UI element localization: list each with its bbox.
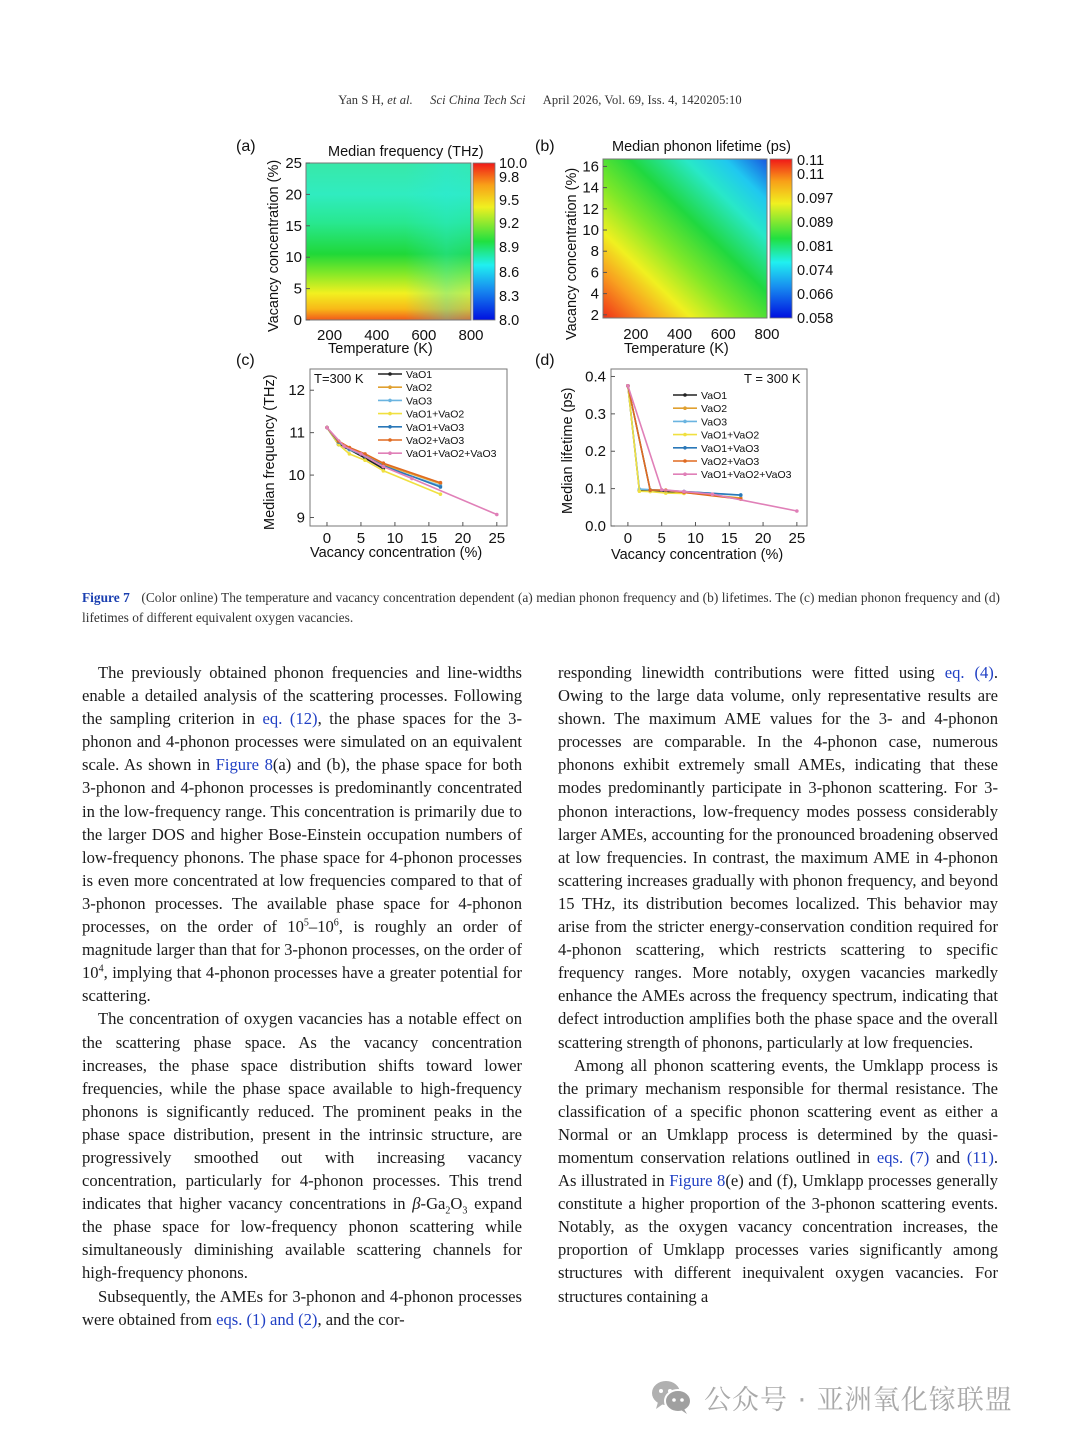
x-tick-label: 400 bbox=[364, 327, 390, 344]
paragraph bbox=[82, 661, 522, 1007]
y-tick-label: 16 bbox=[582, 158, 599, 176]
data-point bbox=[495, 513, 499, 517]
x-tick-label: 10 bbox=[687, 530, 704, 547]
text-run: . As illustrated in bbox=[558, 1147, 999, 1191]
text-run: , the phase spaces for the 3-phonon and 4-phonon processes were simulated on an equivalent scale. As shown in bbox=[82, 709, 522, 775]
data-point bbox=[711, 492, 715, 496]
y-tick-label: 0.2 bbox=[585, 443, 606, 461]
colorbar-tick-label: 0.058 bbox=[797, 311, 834, 327]
body-column-left bbox=[82, 661, 522, 1331]
x-tick-label: 800 bbox=[458, 327, 484, 344]
colorbar-tick-label: 0.11 bbox=[797, 167, 825, 183]
data-point bbox=[648, 488, 652, 492]
colorbar-tick-label: 0.066 bbox=[797, 287, 834, 303]
legend-entry: VaO2 bbox=[701, 403, 728, 416]
x-tick-label: 10 bbox=[386, 530, 404, 547]
panel-b-ylabel: Vacancy concentration (%) bbox=[564, 167, 580, 340]
colorbar-tick-label: 10.0 bbox=[499, 156, 528, 172]
figure-7 bbox=[230, 132, 860, 572]
panel-d-annotation: T = 300 K bbox=[744, 371, 801, 386]
text-run: 4 bbox=[98, 963, 104, 975]
panel-b-colorbar bbox=[770, 159, 792, 318]
text-run: O bbox=[450, 1194, 463, 1214]
cross-reference-link[interactable]: Figure 8 bbox=[669, 1171, 726, 1191]
wechat-icon bbox=[650, 1379, 694, 1415]
text-run: The concentration of oxygen vacancies has a notable effect on the scattering phase space. As the vacancy concentration increases, the phase space distribution shifts toward lower frequencies, while the phase space available to high-frequency phonons is significantly reduced. The prominent peaks in the phase space distribution, present in the intrinsic structure, are progressively smoothed out with increasing vacancy concentration, particularly for 4-phonon processes. This trend indicates that higher vacancy concentrations in bbox=[82, 1009, 522, 1214]
cross-reference-link[interactable]: eqs. (7) bbox=[876, 1147, 930, 1167]
colorbar-tick-label: 8.0 bbox=[499, 313, 520, 329]
legend-entry: VaO1+VaO3 bbox=[701, 442, 760, 455]
legend-entry: VaO2+VaO3 bbox=[406, 435, 465, 447]
cross-reference-link[interactable]: (11) bbox=[966, 1147, 994, 1167]
data-point bbox=[382, 461, 386, 465]
y-tick-label: 10 bbox=[285, 249, 302, 267]
y-tick-label: 10 bbox=[288, 467, 305, 485]
x-tick-label: 5 bbox=[356, 530, 366, 547]
panel-label-d: (d) bbox=[535, 352, 555, 369]
panel-c-ylabel: Median frequency (THz) bbox=[262, 374, 278, 530]
x-tick-label: 600 bbox=[710, 326, 736, 343]
legend-entry: VaO1+VaO2+VaO3 bbox=[701, 469, 792, 482]
x-tick-label: 200 bbox=[317, 327, 343, 344]
paragraph bbox=[558, 1054, 998, 1308]
legend-entry: VaO1+VaO2 bbox=[701, 429, 760, 442]
panel-a-ylabel: Vacancy concentration (%) bbox=[266, 159, 282, 332]
x-tick-label: 15 bbox=[420, 530, 438, 547]
panel-label-a: (a) bbox=[236, 138, 256, 155]
data-point bbox=[739, 493, 743, 497]
y-tick-label: 0 bbox=[293, 312, 302, 329]
x-tick-label: 20 bbox=[454, 530, 472, 547]
data-point bbox=[638, 489, 642, 493]
legend-entry: VaO3 bbox=[701, 416, 728, 429]
colorbar-tick-label: 8.6 bbox=[499, 265, 520, 281]
data-point bbox=[348, 452, 352, 456]
figure-label: Figure 7 bbox=[82, 590, 130, 605]
panel-b-title: Median phonon lifetime (ps) bbox=[612, 139, 791, 155]
cross-reference-link[interactable]: eqs. (1) and (2) bbox=[216, 1309, 318, 1329]
issue-info: April 2026, Vol. 69, Iss. 4, 1420205:10 bbox=[542, 93, 742, 107]
x-tick-label: 200 bbox=[623, 326, 649, 343]
y-tick-label: 2 bbox=[590, 306, 599, 324]
text-run: Subsequently, the AMEs for 3-phonon and 4-phonon processes were obtained from bbox=[82, 1286, 522, 1329]
data-point bbox=[410, 477, 414, 481]
text-run: β bbox=[412, 1194, 421, 1214]
panel-b-xlabel: Temperature (K) bbox=[624, 341, 729, 357]
y-tick-label: 25 bbox=[285, 155, 302, 172]
text-run: –10 bbox=[308, 917, 334, 937]
data-point bbox=[795, 509, 799, 513]
paragraph bbox=[558, 661, 998, 1054]
y-tick-label: 0.3 bbox=[585, 405, 606, 423]
legend-entry: VaO1 bbox=[701, 390, 728, 402]
x-tick-label: 0 bbox=[623, 530, 633, 547]
panel-a-xlabel: Temperature (K) bbox=[328, 341, 433, 357]
x-tick-label: 5 bbox=[657, 530, 666, 547]
cross-reference-link[interactable]: eq. (12) bbox=[262, 709, 318, 729]
text-run: 3 bbox=[462, 1205, 468, 1217]
y-tick-label: 8 bbox=[590, 243, 599, 261]
data-point bbox=[660, 488, 664, 492]
y-tick-label: 15 bbox=[285, 217, 302, 235]
figure-caption bbox=[82, 588, 1000, 627]
cross-reference-link[interactable]: Figure 8 bbox=[215, 755, 273, 775]
legend-entry: VaO1+VaO2 bbox=[406, 408, 465, 421]
panel-label-b: (b) bbox=[535, 138, 555, 155]
colorbar-tick-label: 8.3 bbox=[499, 289, 520, 305]
text-run: Among all phonon scattering events, the Umklapp process is the primary mechanism responsible for thermal resistance. The classification of a specific phonon scattering event as either a Normal or an Umklapp process is determined by the quasi-momentum conservation relations outlined in bbox=[558, 1055, 998, 1167]
x-tick-label: 25 bbox=[488, 530, 506, 547]
text-run: , and the cor- bbox=[317, 1309, 405, 1329]
text-run: , is roughly an order of magnitude larger than that for 3-phonon processes, on the order of 10 bbox=[82, 917, 522, 983]
x-tick-label: 600 bbox=[411, 327, 437, 344]
text-run: . Owing to the large data volume, only representative results are shown. The maximum AME values for the 3- and 4-phonon processes are comparable. In the 4-phonon case, numerous phonons exhibit extremely small AMEs, indicating that these modes predominantly participate in 3-phonon scattering. For 3-phonon interactions, low-frequency modes possess considerably larger AMEs, accounting for the pronounced broadening observed at low frequencies. In contrast, the maximum AME in 4-phonon scattering increases gradually with phonon frequency, and beyond 15 THz, its distribution becomes localized. This behavior may arise from the stricter energy-conservation condition required for 4-phonon scattering, which restricts scattering to specific frequency ranges. More notably, oxygen vacancies markedly enhance the AMEs across the frequency spectrum, indicating that defect introduction amplifies both the phase space and the overall scattering strength of phonons, particularly at low frequencies. bbox=[558, 663, 998, 1052]
colorbar-tick-label: 9.8 bbox=[499, 170, 520, 186]
y-tick-label: 6 bbox=[590, 264, 599, 282]
text-run: 6 bbox=[333, 917, 339, 929]
data-point bbox=[439, 492, 443, 496]
y-tick-label: 0.0 bbox=[585, 518, 606, 535]
text-run: (a) and (b), the phase space for both 3-phonon and 4-phonon processes is predominantly concentrated in the low-frequency range. This concentration is primarily due to the larger DOS and higher Bose-Einstein occupation numbers of low-frequency phonons. The phase space for 4-phonon processes is even more concentrated at low frequencies compared to that of 3-phonon processes. The available phase space for 4-phonon processes, on the order of 10 bbox=[82, 755, 522, 937]
data-point bbox=[325, 426, 329, 430]
panel-d-ylabel: Median lifetime (ps) bbox=[560, 387, 576, 514]
text-run: The previously obtained phonon frequencies and line-widths enable a detailed analysis of the scattering processes. Following the sampling criterion in bbox=[82, 663, 522, 729]
text-run: and bbox=[929, 1147, 967, 1167]
watermark-text: 公众号 · 亚洲氧化镓联盟 bbox=[704, 1384, 1013, 1416]
text-run: -Ga bbox=[420, 1194, 446, 1214]
x-tick-label: 400 bbox=[667, 326, 693, 343]
panel-c-annotation: T=300 K bbox=[314, 371, 364, 386]
x-tick-label: 20 bbox=[754, 530, 772, 547]
x-tick-label: 15 bbox=[720, 530, 738, 547]
text-run: (e) and (f), Umklapp processes generally constitute a higher proportion of the 3-phonon scattering events. Notably, as the oxygen vacancy concentration increases, the proportion of Umklapp processes varies significantly among structures with different inequivalent oxygen vacancies. For structures containing a bbox=[558, 1171, 998, 1306]
panel-label-c: (c) bbox=[236, 352, 255, 369]
legend-entry: VaO1+VaO2+VaO3 bbox=[406, 448, 497, 461]
x-tick-label: 25 bbox=[788, 530, 806, 547]
data-point bbox=[359, 452, 363, 456]
legend-entry: VaO2 bbox=[406, 382, 433, 395]
data-point bbox=[382, 469, 386, 473]
text-run: responding linewidth contributions were fitted using bbox=[558, 663, 945, 682]
paragraph bbox=[82, 1285, 522, 1331]
colorbar-tick-label: 8.9 bbox=[499, 240, 520, 256]
data-point bbox=[382, 465, 386, 469]
y-tick-label: 0.4 bbox=[585, 368, 606, 386]
text-run: , implying that 4-phonon processes have a greater potential for scattering. bbox=[82, 963, 522, 1006]
data-point bbox=[439, 481, 443, 485]
colorbar-tick-label: 9.5 bbox=[499, 193, 520, 209]
colorbar-tick-label: 0.081 bbox=[797, 239, 834, 255]
authors: Yan S H, et al. bbox=[338, 93, 413, 107]
text-run: 2 bbox=[445, 1205, 451, 1217]
y-tick-label: 12 bbox=[288, 382, 305, 400]
y-tick-label: 0.1 bbox=[585, 480, 606, 498]
colorbar-tick-label: 9.2 bbox=[499, 216, 520, 232]
data-point bbox=[342, 444, 346, 448]
panel-a-colorbar bbox=[473, 163, 495, 320]
caption-text: (Color online) The temperature and vacancy concentration dependent (a) median phonon frequency and (b) lifetimes. The (c) median phonon frequency and (d) lifetimes of different equivalent oxygen vacancies. bbox=[82, 590, 1000, 625]
colorbar-tick-label: 0.11 bbox=[797, 153, 825, 169]
cross-reference-link[interactable]: eq. (4) bbox=[944, 663, 994, 682]
panel-d-xlabel: Vacancy concentration (%) bbox=[611, 547, 784, 563]
y-tick-label: 14 bbox=[582, 179, 599, 197]
figure-panels bbox=[230, 132, 860, 572]
x-tick-label: 800 bbox=[754, 326, 780, 343]
watermark bbox=[650, 1377, 1013, 1417]
colorbar-tick-label: 0.074 bbox=[797, 263, 834, 279]
running-head bbox=[0, 93, 1080, 108]
y-tick-label: 12 bbox=[582, 200, 599, 218]
y-tick-label: 4 bbox=[590, 285, 599, 303]
journal-name: Sci China Tech Sci bbox=[430, 93, 526, 107]
y-tick-label: 20 bbox=[285, 186, 302, 204]
y-tick-label: 5 bbox=[293, 280, 302, 298]
x-tick-label: 0 bbox=[322, 530, 332, 547]
data-point bbox=[439, 485, 443, 489]
y-tick-label: 9 bbox=[296, 509, 305, 527]
panel-c-xlabel: Vacancy concentration (%) bbox=[310, 545, 483, 561]
panel-b-heatmap bbox=[603, 159, 767, 318]
colorbar-tick-label: 0.089 bbox=[797, 215, 834, 231]
panel-a-title: Median frequency (THz) bbox=[328, 144, 484, 160]
y-tick-label: 11 bbox=[289, 424, 305, 442]
legend-entry: VaO1+VaO3 bbox=[406, 421, 465, 434]
text-run: expand the phase space for low-frequency phonon scattering while simultaneously diminishing available scattering channels for high-frequency phonons. bbox=[82, 1194, 522, 1283]
data-point bbox=[363, 458, 367, 462]
paragraph bbox=[82, 1007, 522, 1284]
y-tick-label: 10 bbox=[582, 222, 599, 240]
body-column-right bbox=[558, 661, 998, 1308]
data-point bbox=[682, 490, 686, 494]
legend-entry: VaO2+VaO3 bbox=[701, 456, 760, 468]
colorbar-tick-label: 0.097 bbox=[797, 191, 834, 207]
legend-entry: VaO3 bbox=[406, 395, 433, 408]
text-run: 5 bbox=[303, 917, 309, 929]
legend-entry: VaO1 bbox=[406, 369, 433, 381]
data-point bbox=[626, 384, 630, 388]
